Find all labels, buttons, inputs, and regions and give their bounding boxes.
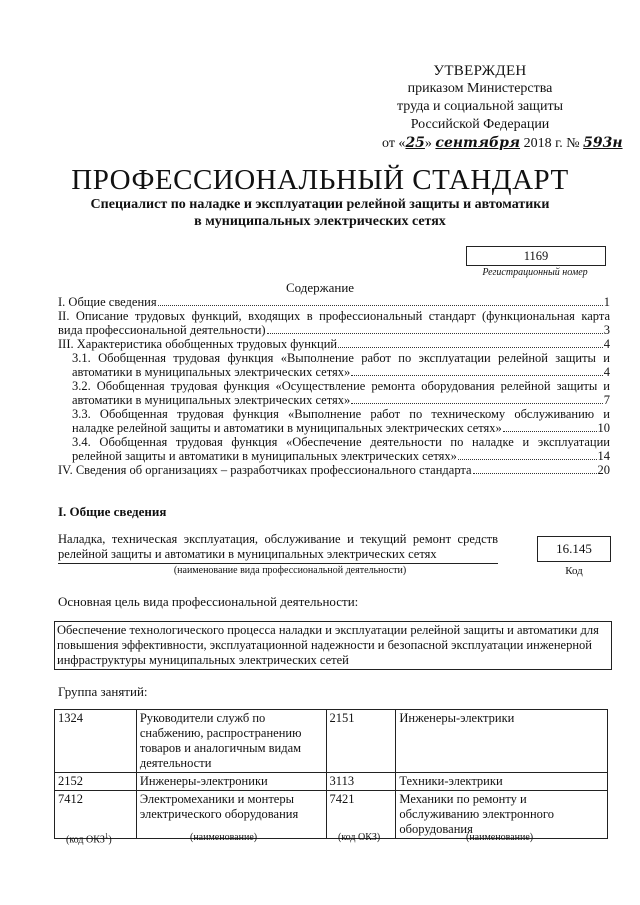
caption-okz-code: (код ОКЗ$^1$) [66, 832, 112, 846]
okz-code: 2152 [55, 773, 137, 791]
activity-code-box: 16.145 [537, 536, 611, 562]
group-label: Группа занятий: [58, 684, 148, 699]
okz-code: 7412 [55, 791, 137, 839]
toc-item-text-cont: автоматики в муниципальных электрических сетях» [72, 365, 351, 379]
occupations-table [54, 709, 608, 839]
date-day: 25 [405, 135, 425, 151]
approval-line: труда и социальной защиты [397, 99, 563, 114]
section-title: I. Общие сведения [58, 504, 167, 519]
table-of-contents [58, 295, 610, 477]
date-year: 2018 г. № [520, 136, 584, 151]
okz-code: 7421 [326, 791, 396, 839]
toc-item[interactable] [58, 407, 610, 435]
toc-item[interactable] [58, 379, 610, 407]
subtitle-line: в муниципальных электрических сетях [194, 214, 446, 229]
date-prefix: от « [382, 136, 406, 151]
document-title: ПРОФЕССИОНАЛЬНЫЙ СТАНДАРТ [71, 164, 569, 196]
goal-label: Основная цель вида профессиональной деятельности: [58, 594, 359, 609]
toc-item-text: 3.2. Обобщенная трудовая функция «Осуществление ремонта оборудования релейной защиты и [72, 379, 610, 393]
activity-name: Наладка, техническая эксплуатация, обслуживание и текущий ремонт средств релейной защиты и автоматики в муниципальных электрических сетях [58, 532, 498, 564]
okz-code: 1324 [55, 710, 137, 773]
occupation-name: Техники-электрики [396, 773, 608, 791]
toc-item-text: III. Характеристика обобщенных трудовых функций [58, 337, 338, 351]
toc-item[interactable] [58, 463, 610, 477]
table-row [55, 710, 608, 773]
toc-heading: Содержание [285, 280, 355, 295]
approval-line: Российской Федерации [410, 117, 550, 132]
toc-item-text: 3.4. Обобщенная трудовая функция «Обеспечение деятельности по наладке и эксплуатации [72, 435, 610, 449]
toc-item-page: 20 [597, 463, 610, 477]
document-subtitle [60, 196, 580, 230]
toc-item-text: IV. Сведения об организациях – разработчиках профессионального стандарта [58, 463, 472, 477]
goal-text-box: Обеспечение технологического процесса наладки и эксплуатации релейной защиты и автоматики для повышения эффективности, эксплуатационной надежности и безопасной эксплуатации инженерной инфраструктуры муниципальных электрических сетей [54, 621, 612, 670]
date-mid: » [424, 136, 432, 151]
approval-line: приказом Министерства [407, 81, 553, 96]
activity-caption: (наименование вида профессиональной деятельности) [173, 565, 407, 576]
date-month: сентября [435, 135, 521, 151]
registration-number-box: 1169 [466, 246, 606, 266]
toc-item[interactable] [58, 295, 610, 309]
caption-okz-code-2: (код ОКЗ) [338, 832, 381, 843]
toc-item[interactable] [58, 337, 610, 351]
toc-item-text: II. Описание трудовых функций, входящих в профессиональный стандарт (функциональная карта [58, 309, 610, 323]
occupation-name: Инженеры-электроники [136, 773, 326, 791]
subtitle-line: Специалист по наладке и эксплуатации релейной защиты и автоматики [90, 197, 550, 212]
order-number: 593н [583, 135, 623, 151]
occupation-name: Инженеры-электрики [396, 710, 608, 773]
toc-item-page: 1 [603, 295, 610, 309]
approval-date-line [350, 134, 623, 153]
table-row [55, 773, 608, 791]
toc-item-text: 3.3. Обобщенная трудовая функция «Выполнение работ по техническому обслуживанию и [72, 407, 610, 421]
toc-item-page: 14 [597, 449, 610, 463]
toc-item[interactable] [58, 309, 610, 337]
toc-item[interactable] [58, 351, 610, 379]
caption-name: (наименование) [190, 832, 258, 843]
toc-item-text-cont: вида профессиональной деятельности) [58, 323, 266, 337]
toc-item[interactable] [58, 435, 610, 463]
toc-item-text-cont: наладке релейной защиты и автоматики в муниципальных электрических сетях» [72, 421, 502, 435]
okz-code: 3113 [326, 773, 396, 791]
approval-heading: УТВЕРЖДЕН [433, 63, 527, 79]
caption-name-2: (наименование) [466, 832, 534, 843]
toc-item-page: 7 [603, 393, 610, 407]
okz-code: 2151 [326, 710, 396, 773]
code-label: Код [565, 565, 583, 577]
occupation-name: Электромеханики и монтеры электрического оборудования [136, 791, 326, 839]
toc-item-page: 3 [603, 323, 610, 337]
approval-block [350, 62, 623, 153]
toc-item-page: 10 [597, 421, 610, 435]
occupation-name: Руководители служб по снабжению, распространению товаров и аналогичным видам деятельности [136, 710, 326, 773]
toc-item-text-cont: автоматики в муниципальных электрических сетях» [72, 393, 351, 407]
toc-item-text: I. Общие сведения [58, 295, 157, 309]
toc-item-page: 4 [603, 337, 610, 351]
registration-label: Регистрационный номер [482, 267, 588, 278]
footnote-marker[interactable]: 1 [104, 832, 109, 840]
toc-item-text: 3.1. Обобщенная трудовая функция «Выполнение работ по эксплуатации релейной защиты и [72, 351, 610, 365]
occupation-name: Механики по ремонту и обслуживанию электронного оборудования [396, 791, 608, 839]
toc-item-text-cont: релейной защиты и автоматики в муниципальных электрических сетях» [72, 449, 457, 463]
toc-item-page: 4 [603, 365, 610, 379]
